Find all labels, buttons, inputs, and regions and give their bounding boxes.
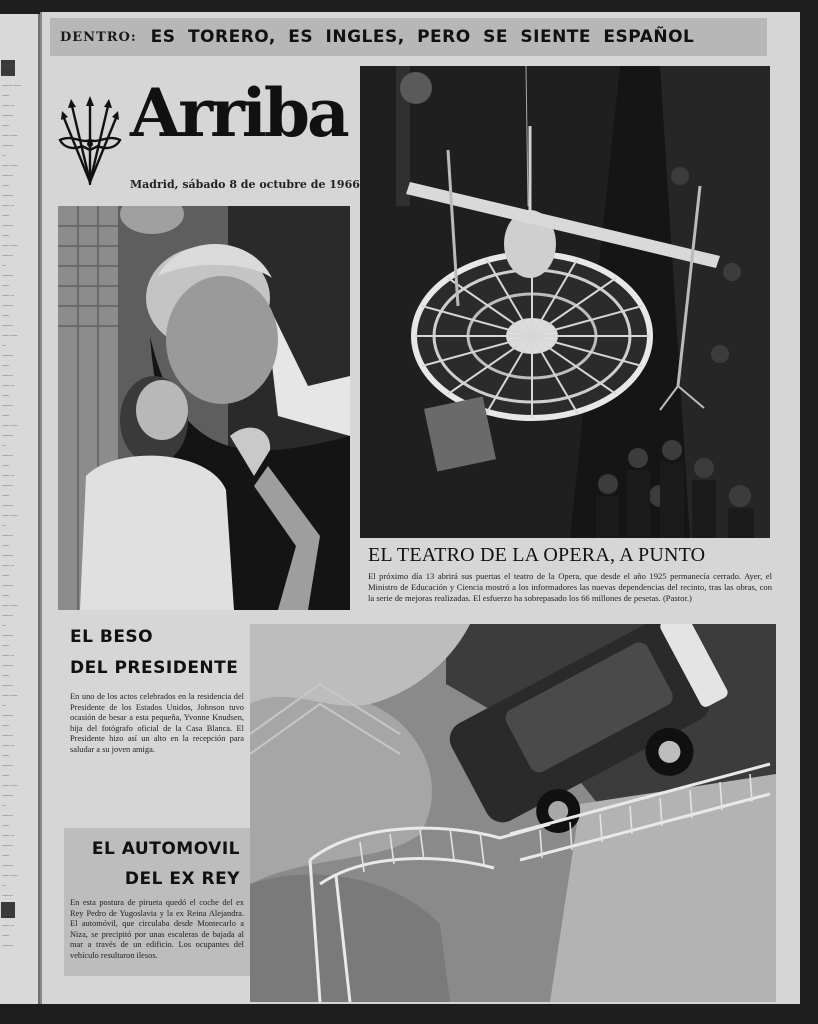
adjacent-page-edge — [0, 14, 41, 1004]
newspaper-page — [40, 12, 800, 1004]
yoke-and-arrows-logo — [58, 94, 122, 190]
president-kiss-photo — [58, 206, 350, 610]
masthead-title: Arriba — [130, 74, 347, 152]
kiss-headline-line2: DEL PRESIDENTE — [70, 658, 239, 678]
car-body: En esta postura de pirueta quedó el coche del ex Rey Pedro de Yugoslavia y la ex Reina Alejandra. El automóvil, que circulaba desde Montecarlo a Niza, se precipitó por unas escaleras de bajada al mar a través de un edificio. Los ocupantes del vehículo resultaron ilesos. — [70, 898, 244, 960]
kiss-story — [70, 622, 244, 756]
top-banner — [50, 18, 767, 56]
opera-story — [368, 544, 772, 604]
banner-headline: ES TORERO, ES INGLES, PERO SE SIENTE ESPAÑOL — [150, 27, 695, 47]
adjacent-page-marker — [1, 902, 15, 918]
opera-body: El próximo día 13 abrirá sus puertas el teatro de la Opera, que desde el año 1925 permanecía cerrado. Ayer, el Ministro de Educación y Ciencia mostró a los informadores las nuevas dependencias del recinto, tras las obras, con la serie de mejoras realizadas. El esfuerzo ha sobrepasado los 66 millones de pesetas. (Pastor.) — [368, 571, 772, 603]
opera-headline: EL TEATRO DE LA OPERA, A PUNTO — [368, 544, 706, 566]
banner-lead: DENTRO: — [60, 29, 137, 45]
car-story — [64, 828, 250, 976]
masthead — [52, 72, 394, 212]
car-headline-line1: EL AUTOMOVIL — [91, 839, 240, 859]
overturned-car-photo — [250, 624, 776, 1002]
masthead-dateline: Madrid, sábado 8 de octubre de 1966 — [130, 178, 360, 191]
car-headline-line2: DEL EX REY — [124, 869, 240, 889]
adjacent-page-text-column: ─── ── ─── ── ── ── ─ ─── ── ── ── ─── ─ ── ── ─── ── ─── ── ─ ── ─── ── ── ── ─── ─ ─── ── ── ─ ─── ── ─── ── ── ─ ─── ── ─── ── ─ ── ─── ── ── ── ─── ─ ─── ── ── ─ ─── ── ─── ── ── ─ ─── ── ─── ── ─ ── ─── ── ── ── ─── ─ ─── ── ── ─ ─── ── ─── ── ── ─ ─── ── ─── ── ─ ── ─── ── ── ── ─── ─ ─── ── ── ─ ─── ── ─── ── ── ─ ─── ── ─ ── ─── — [2, 64, 21, 949]
kiss-body: En uno de los actos celebrados en la residencia del Presidente de los Estados Unidos, Johnson tuvo ocasión de besar a esta pequeña, Yvonne Knudsen, hija del fotógrafo oficial de la Casa Blanca. El Presidente hizo así un alto en la recepción para saludar a su joven amiga. — [70, 692, 244, 754]
kiss-headline-line1: EL BESO — [70, 627, 154, 647]
opera-chandelier-photo — [360, 66, 770, 538]
